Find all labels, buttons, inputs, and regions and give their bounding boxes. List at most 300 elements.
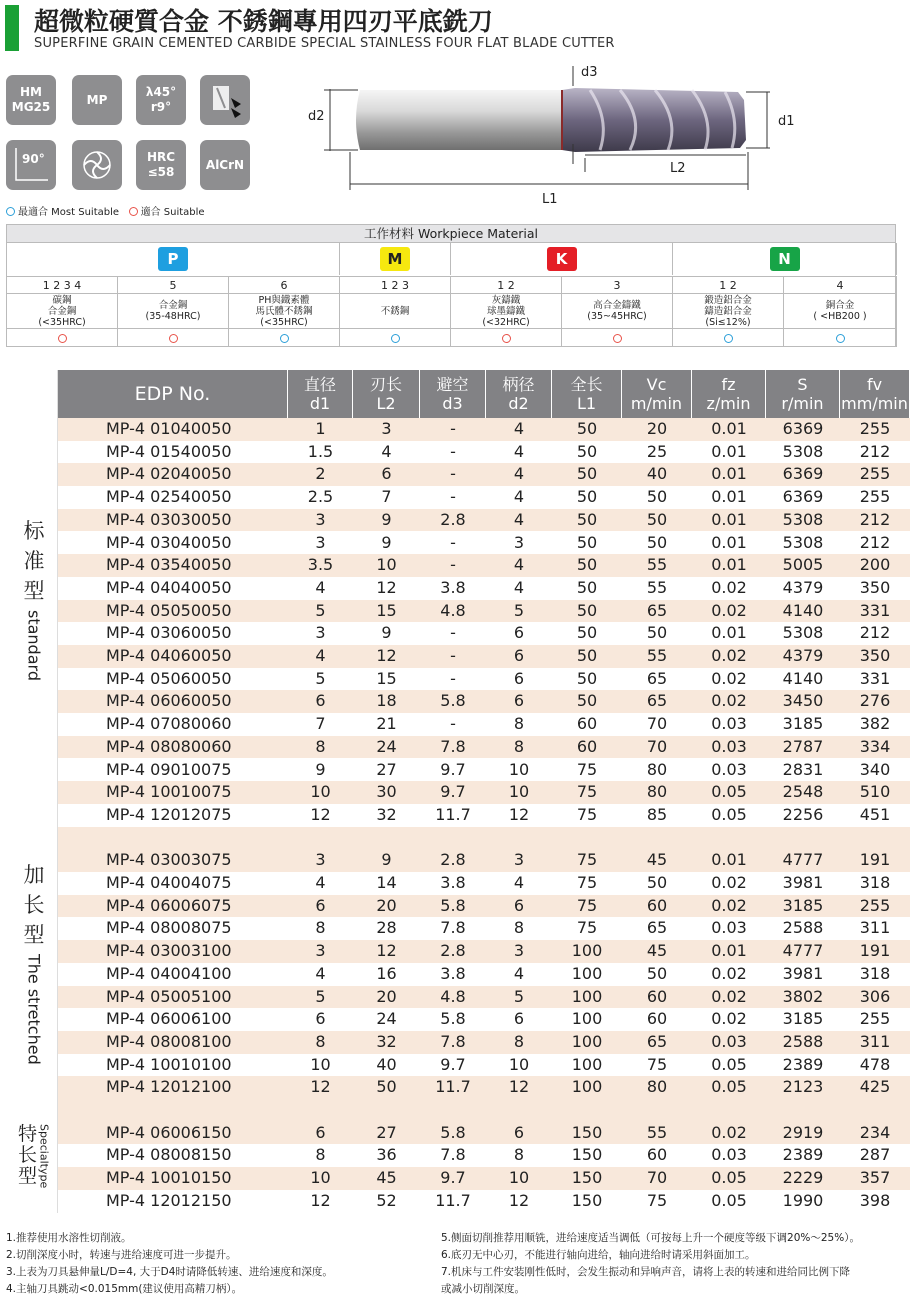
cell-value: 50 <box>646 873 668 892</box>
cell-value: 70 <box>646 1168 668 1188</box>
edp-number: MP-4 10010100 <box>106 1054 232 1074</box>
cell-value: 75 <box>646 1054 668 1074</box>
material-group-n <box>673 243 897 275</box>
note-line: 6.底刃无中心刃，不能进行轴向进给，轴向进给时请采用斜面加工。 <box>441 1249 756 1261</box>
cell-value: 1990 <box>782 1190 824 1210</box>
cell-value: 9 <box>315 759 326 779</box>
cell-value: 50 <box>576 623 598 643</box>
cell-value: 45 <box>376 1168 397 1188</box>
cell-value: 50 <box>576 668 598 688</box>
cell-value: 28 <box>376 918 397 938</box>
cell-value: 11.7 <box>435 1190 471 1210</box>
cell-value: 0.03 <box>711 714 747 734</box>
cell-value: 0.02 <box>711 691 747 711</box>
section-label-stretched: 加长型 The stretched <box>10 827 58 1099</box>
cell-value: 55 <box>646 646 668 665</box>
cell-value: 7.8 <box>440 736 466 756</box>
material-column <box>7 276 118 347</box>
table-row <box>58 645 910 668</box>
cell-value: 6 <box>315 895 326 915</box>
table-row <box>58 532 910 555</box>
cell-value: 2.8 <box>440 941 466 961</box>
cell-value: 20 <box>646 419 668 438</box>
cell-value: 4.8 <box>440 600 466 620</box>
cell-value: 27 <box>376 1122 397 1142</box>
cell-value: 2229 <box>782 1168 824 1188</box>
cell-value: 7.8 <box>440 1031 466 1051</box>
edp-number: MP-4 03030050 <box>106 509 232 529</box>
cell-value: 50 <box>576 532 598 552</box>
edp-number: MP-4 03040050 <box>106 532 232 552</box>
cell-value: 4777 <box>782 941 824 961</box>
cell-value: 65 <box>646 918 668 938</box>
material-name: 碳鋼 合金鋼 (<35HRC) <box>7 293 117 329</box>
cell-value: 276 <box>859 691 891 711</box>
cell-value: 21 <box>376 714 397 734</box>
cell-value: 0.02 <box>711 668 747 688</box>
edp-number: MP-4 08080060 <box>106 736 232 756</box>
page-title: 超微粒硬質合金 不銹鋼專用四刃平底銑刀 <box>34 7 493 36</box>
cell-value: 8 <box>513 1145 525 1165</box>
table-row <box>58 917 910 940</box>
cell-value: 212 <box>859 623 891 643</box>
cell-value: 60 <box>646 895 668 915</box>
cell-value: 3185 <box>782 714 824 734</box>
cell-value: 3.8 <box>440 873 466 892</box>
cell-value: 3 <box>381 419 392 438</box>
cell-value: 0.02 <box>711 1009 747 1029</box>
cell-value: 6 <box>513 691 525 711</box>
cell-value: 150 <box>571 1145 603 1165</box>
cell-value: 9 <box>381 850 392 870</box>
cell-value: 255 <box>859 1009 891 1029</box>
edp-number: MP-4 03540050 <box>106 555 232 575</box>
table-row <box>58 963 910 986</box>
cell-value: 100 <box>571 1031 603 1051</box>
cell-value: 3.5 <box>307 555 334 575</box>
edp-number: MP-4 03003075 <box>106 850 232 870</box>
cell-value: 50 <box>646 487 668 507</box>
cell-value: 30 <box>376 782 397 802</box>
material-column <box>451 276 562 347</box>
edp-number: MP-4 04004075 <box>106 873 232 892</box>
table-row <box>58 781 910 804</box>
cell-value: 10 <box>508 1168 530 1188</box>
cell-value: 70 <box>646 736 668 756</box>
edp-number: MP-4 04060050 <box>106 646 232 665</box>
cell-value: 2919 <box>782 1122 824 1142</box>
edp-number: MP-4 03060050 <box>106 623 232 643</box>
cell-value: 0.05 <box>711 1190 747 1210</box>
cell-value: 191 <box>859 850 891 870</box>
material-name: 合金鋼 (35-48HRC) <box>118 293 228 329</box>
cell-value: 6 <box>513 1009 525 1029</box>
cell-value: 50 <box>576 419 598 438</box>
cell-value: 1 <box>315 419 326 438</box>
cell-value: 8 <box>513 1031 525 1051</box>
cell-value: 150 <box>571 1190 603 1210</box>
edp-number: MP-4 08008150 <box>106 1145 232 1165</box>
table-row <box>58 713 910 736</box>
cell-value: 75 <box>576 918 598 938</box>
cell-value: 9 <box>381 509 392 529</box>
cell-value: 4 <box>381 441 392 461</box>
table-row <box>58 1008 910 1031</box>
cell-value: 3450 <box>782 691 824 711</box>
most-suitable-icon <box>280 334 289 343</box>
material-badge-n: N <box>770 247 800 271</box>
cell-value: 5308 <box>782 441 824 461</box>
table-row <box>58 1167 910 1190</box>
most-suitable-icon <box>724 334 733 343</box>
cell-value: 3 <box>315 509 326 529</box>
edp-number: MP-4 05005100 <box>106 986 232 1006</box>
cell-value: 3981 <box>782 963 824 983</box>
cell-value: 2.8 <box>440 850 466 870</box>
material-name: 鍛造鋁合金 鑄造鋁合金 (Si≤12%) <box>673 293 783 329</box>
edp-number: MP-4 04040050 <box>106 577 232 597</box>
cell-value: 12 <box>508 804 530 824</box>
cell-value: 65 <box>646 691 668 711</box>
cell-value: 8 <box>315 736 326 756</box>
cell-value: 510 <box>859 782 891 802</box>
cell-value: 7.8 <box>440 1145 466 1165</box>
cell-value: 3 <box>513 850 525 870</box>
cell-value: 80 <box>646 1077 668 1097</box>
material-number: 1 2 3 4 <box>42 279 82 292</box>
cell-value: 318 <box>859 963 891 983</box>
cell-value: 340 <box>859 759 891 779</box>
shank-shape <box>356 90 562 150</box>
cell-value: 75 <box>576 804 598 824</box>
cell-value: 50 <box>576 509 598 529</box>
column-header: EDP No. <box>58 370 288 418</box>
cell-value: 50 <box>376 1077 397 1097</box>
edp-number: MP-4 10010150 <box>106 1168 232 1188</box>
note-line: 1.推荐使用水溶性切削液。 <box>6 1232 132 1244</box>
cell-value: 3981 <box>782 873 824 892</box>
d3-label: d3 <box>581 65 598 80</box>
cell-value: 4 <box>513 577 525 597</box>
cell-value: 7 <box>381 487 392 507</box>
cell-value: 9 <box>381 623 392 643</box>
cell-value: 8 <box>513 736 525 756</box>
note-line: 或减小切削深度。 <box>441 1283 525 1295</box>
material-number: 1 2 <box>497 279 515 292</box>
cell-value: - <box>450 668 456 688</box>
note-line: 3.上表为刀具悬伸量L/D=4, 大于D4时请降低转速、进给速度和深度。 <box>6 1266 333 1278</box>
edp-number: MP-4 09010075 <box>106 759 232 779</box>
cell-value: 3 <box>513 532 525 552</box>
cell-value: 45 <box>646 941 668 961</box>
cell-value: 4 <box>315 963 326 983</box>
cell-value: 1.5 <box>307 441 334 461</box>
cell-value: 4 <box>513 873 525 892</box>
cell-value: 0.02 <box>711 963 747 983</box>
edp-number: MP-4 02540050 <box>106 487 232 507</box>
edp-number: MP-4 08008075 <box>106 918 232 938</box>
cell-value: 0.03 <box>711 736 747 756</box>
cell-value: 0.02 <box>711 986 747 1006</box>
cell-value: 5.8 <box>440 1122 466 1142</box>
section-label-standard: 标准型 standard <box>10 370 58 827</box>
cell-value: 50 <box>576 487 598 507</box>
cell-value: - <box>450 487 456 507</box>
cell-value: 2831 <box>782 759 824 779</box>
table-row <box>58 940 910 963</box>
cell-value: 478 <box>859 1054 891 1074</box>
table-row <box>58 600 910 623</box>
cell-value: 60 <box>576 714 598 734</box>
cell-value: 255 <box>859 487 891 507</box>
cell-value: 10 <box>508 782 530 802</box>
edp-number: MP-4 01540050 <box>106 441 232 461</box>
cell-value: 65 <box>646 1031 668 1051</box>
suitability-legend: 最適合 Most Suitable 適合 Suitable <box>6 203 205 218</box>
cell-value: 100 <box>571 1054 603 1074</box>
cell-value: 3 <box>513 941 525 961</box>
table-row <box>58 759 910 782</box>
cell-value: 5308 <box>782 509 824 529</box>
table-row <box>58 1190 910 1213</box>
cell-value: - <box>450 419 456 438</box>
cell-value: 100 <box>571 963 603 983</box>
cell-value: 4777 <box>782 850 824 870</box>
cell-value: 55 <box>646 577 668 597</box>
cell-value: 4 <box>513 419 525 438</box>
cell-value: 4 <box>513 487 525 507</box>
l1-label: L1 <box>542 192 558 207</box>
cell-value: 24 <box>376 736 397 756</box>
material-badge-k: K <box>547 247 577 271</box>
cell-value: 25 <box>646 441 668 461</box>
note-line: 2.切削深度小时，转速与进给速度可进一步提升。 <box>6 1249 237 1261</box>
cell-value: 3802 <box>782 986 824 1006</box>
cell-value: 24 <box>376 1009 397 1029</box>
cell-value: 50 <box>576 577 598 597</box>
cell-value: 10 <box>376 555 397 575</box>
suitable-icon <box>502 334 511 343</box>
edp-number: MP-4 06006100 <box>106 1009 232 1029</box>
edp-number: MP-4 10010075 <box>106 782 232 802</box>
cell-value: 2787 <box>782 736 824 756</box>
cell-value: 451 <box>859 804 891 824</box>
cell-value: 14 <box>376 873 397 892</box>
cell-value: 0.01 <box>711 509 747 529</box>
notes-left <box>6 1230 333 1298</box>
d2-label: d2 <box>308 109 325 124</box>
cell-value: 357 <box>859 1168 891 1188</box>
notes-right <box>441 1230 860 1298</box>
cell-value: 75 <box>576 895 598 915</box>
edp-number: MP-4 06006075 <box>106 895 232 915</box>
cell-value: 4 <box>513 441 525 461</box>
cell-value: 0.01 <box>711 850 747 870</box>
cell-value: 382 <box>859 714 891 734</box>
cell-value: 4 <box>315 873 326 892</box>
cell-value: 5 <box>315 986 326 1006</box>
cell-value: 18 <box>376 691 397 711</box>
cell-value: 50 <box>646 963 668 983</box>
material-column <box>229 276 340 347</box>
material-column <box>784 276 897 347</box>
cell-value: 50 <box>576 555 598 575</box>
cell-value: 8 <box>315 1145 326 1165</box>
cell-value: 0.01 <box>711 441 747 461</box>
cell-value: 311 <box>859 1031 891 1051</box>
cell-value: - <box>450 555 456 575</box>
cell-value: 5 <box>513 986 525 1006</box>
d1-label: d1 <box>778 114 795 129</box>
section-label-special: 特长型 Specialtype <box>10 1099 58 1213</box>
cell-value: 0.03 <box>711 759 747 779</box>
note-line: 4.主轴刀具跳动<0.015mm(建议使用高精刀柄）。 <box>6 1283 243 1295</box>
cell-value: 12 <box>376 577 397 597</box>
cell-value: 9.7 <box>440 1054 466 1074</box>
material-name: 灰鑄鐵 球墨鑄鐵 (<32HRC) <box>451 293 561 329</box>
cell-value: 8 <box>315 1031 326 1051</box>
tool-flat-end-icon <box>200 75 250 125</box>
cell-value: 3 <box>315 532 326 552</box>
material-number: 5 <box>169 279 177 292</box>
table-row <box>58 509 910 532</box>
cell-value: 0.01 <box>711 464 747 484</box>
cell-value: 212 <box>859 532 891 552</box>
cell-value: 3 <box>315 850 326 870</box>
material-badge-p: P <box>158 247 188 271</box>
cell-value: 100 <box>571 941 603 961</box>
cell-value: 6 <box>513 1122 525 1142</box>
alcrn-coating-icon: AlCrN <box>200 140 250 190</box>
cell-value: 32 <box>376 804 397 824</box>
column-header: 柄径 d2 <box>486 370 552 418</box>
edp-number: MP-4 12012150 <box>106 1190 232 1210</box>
cell-value: 2 <box>315 464 326 484</box>
cell-value: 0.05 <box>711 782 747 802</box>
table-row <box>58 554 910 577</box>
cell-value: 5.8 <box>440 1009 466 1029</box>
material-group-p <box>7 243 340 275</box>
cell-value: 4379 <box>782 646 824 665</box>
cell-value: 0.05 <box>711 1168 747 1188</box>
edp-number: MP-4 07080060 <box>106 714 232 734</box>
cell-value: 8 <box>513 714 525 734</box>
table-row <box>58 486 910 509</box>
cell-value: 2548 <box>782 782 824 802</box>
cell-value: 11.7 <box>435 804 471 824</box>
material-name: 銅合金 ( <HB200 ) <box>784 293 896 329</box>
material-group-m <box>340 243 451 275</box>
note-line: 7.机床与工件安装刚性低时，会发生振动和异响声音，请将上表的转速和进给同比例下降 <box>441 1266 851 1278</box>
cell-value: 20 <box>376 986 397 1006</box>
cell-value: 287 <box>859 1145 891 1165</box>
cell-value: 75 <box>576 850 598 870</box>
table-row <box>58 849 910 872</box>
edp-number: MP-4 05060050 <box>106 668 232 688</box>
title-accent-bar <box>5 5 19 51</box>
cell-value: 5 <box>513 600 525 620</box>
material-name: PH與鐵素體 馬氏體不銹鋼 (<35HRC) <box>229 293 339 329</box>
cell-value: 306 <box>859 986 891 1006</box>
table-row <box>58 895 910 918</box>
cell-value: 0.05 <box>711 804 747 824</box>
cell-value: 60 <box>646 986 668 1006</box>
cell-value: 318 <box>859 873 891 892</box>
cell-value: 0.02 <box>711 646 747 665</box>
table-row <box>58 441 910 464</box>
cell-value: 10 <box>310 1168 331 1188</box>
workpiece-title: 工作材料 Workpiece Material <box>7 225 895 243</box>
cell-value: 9.7 <box>440 1168 466 1188</box>
suitable-icon <box>169 334 178 343</box>
cell-value: 52 <box>376 1190 397 1210</box>
cell-value: 212 <box>859 509 891 529</box>
column-header: 刃长 L2 <box>353 370 420 418</box>
cell-value: 80 <box>646 759 668 779</box>
cell-value: 425 <box>859 1077 891 1097</box>
cell-value: 0.01 <box>711 532 747 552</box>
cell-value: 3.8 <box>440 963 466 983</box>
table-row <box>58 804 910 827</box>
cell-value: 2.8 <box>440 509 466 529</box>
cell-value: 9.7 <box>440 782 466 802</box>
cell-value: 6369 <box>782 419 824 438</box>
cell-value: 2123 <box>782 1077 824 1097</box>
column-header: 直径 d1 <box>288 370 353 418</box>
table-row <box>58 872 910 895</box>
cell-value: 15 <box>376 668 397 688</box>
cell-value: 311 <box>859 918 891 938</box>
cell-value: 11.7 <box>435 1077 471 1097</box>
cell-value: 0.05 <box>711 1077 747 1097</box>
cell-value: 50 <box>646 623 668 643</box>
material-number: 3 <box>613 279 621 292</box>
cell-value: 255 <box>859 419 891 438</box>
material-column <box>340 276 451 347</box>
cell-value: 5308 <box>782 623 824 643</box>
cell-value: 50 <box>646 532 668 552</box>
cell-value: 0.03 <box>711 1031 747 1051</box>
cell-value: 0.02 <box>711 577 747 597</box>
table-row <box>58 577 910 600</box>
cell-value: 10 <box>310 782 331 802</box>
most-suitable-icon <box>6 207 15 216</box>
cell-value: 55 <box>646 1122 668 1142</box>
material-column <box>562 276 673 347</box>
edp-number: MP-4 06060050 <box>106 691 232 711</box>
cell-value: 5 <box>315 600 326 620</box>
cell-value: 334 <box>859 736 891 756</box>
edp-number: MP-4 12012075 <box>106 804 232 824</box>
cell-value: 2389 <box>782 1145 824 1165</box>
column-header: Vc m/min <box>622 370 692 418</box>
cell-value: 5.8 <box>440 691 466 711</box>
material-column <box>673 276 784 347</box>
suitable-icon <box>613 334 622 343</box>
cell-value: 0.01 <box>711 555 747 575</box>
edp-number: MP-4 08008100 <box>106 1031 232 1051</box>
cell-value: 65 <box>646 668 668 688</box>
cell-value: 50 <box>576 464 598 484</box>
flute-shape <box>562 88 746 152</box>
cell-value: 27 <box>376 759 397 779</box>
column-header: 避空 d3 <box>420 370 486 418</box>
table-row <box>58 1122 910 1145</box>
cell-value: 12 <box>508 1077 530 1097</box>
table-row <box>58 1054 910 1077</box>
cell-value: 60 <box>576 736 598 756</box>
cell-value: 2588 <box>782 1031 824 1051</box>
